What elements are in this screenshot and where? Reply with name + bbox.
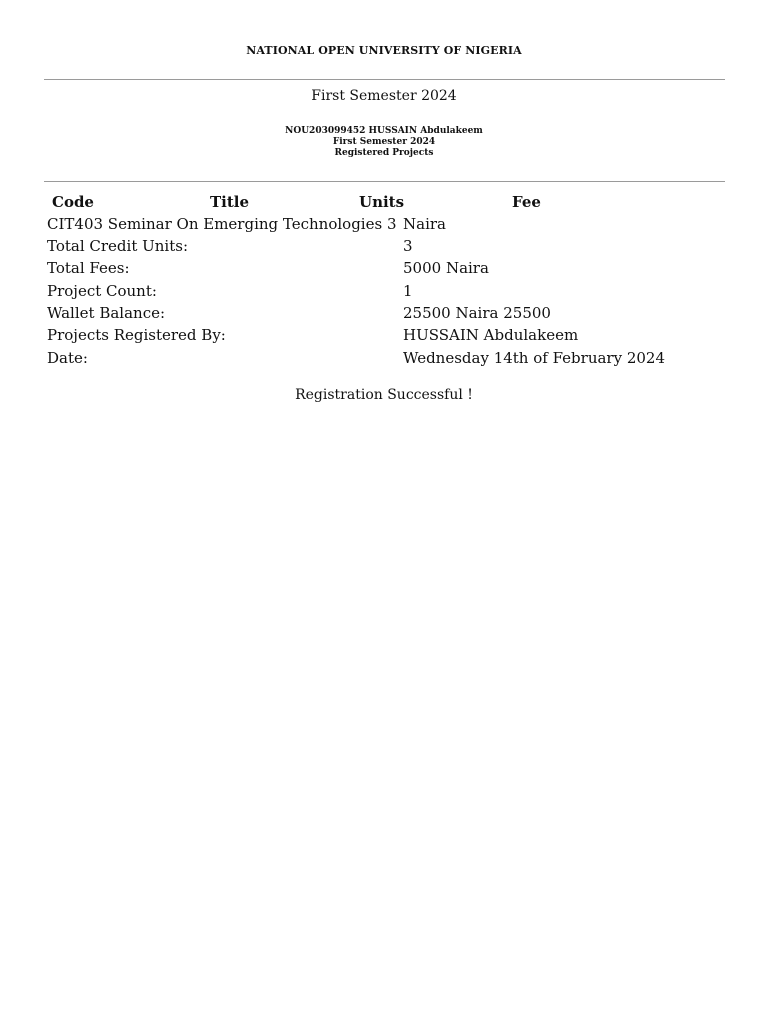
summary-label: Project Count: (47, 282, 157, 300)
summary-row-registered-by (47, 326, 727, 348)
column-header-fee: Fee (512, 193, 541, 211)
summary-row-total-credit-units (47, 237, 727, 259)
course-fee: Naira (403, 215, 446, 233)
table-row (47, 215, 727, 237)
registration-status-message: Registration Successful ! (295, 387, 473, 403)
top-divider (44, 79, 725, 80)
institution-title: NATIONAL OPEN UNIVERSITY OF NIGERIA (246, 44, 522, 57)
student-id-name: NOU203099452 HUSSAIN Abdulakeem (285, 126, 483, 136)
student-info-block (0, 126, 768, 159)
summary-label: Total Credit Units: (47, 237, 189, 255)
column-header-units: Units (359, 193, 405, 211)
summary-value: 3 (403, 237, 413, 255)
course-entry: CIT403 Seminar On Emerging Technologies 3 (47, 215, 397, 233)
summary-label: Projects Registered By: (47, 326, 226, 344)
summary-label: Total Fees: (47, 259, 130, 277)
column-header-title: Title (210, 193, 250, 211)
semester-heading: First Semester 2024 (311, 88, 457, 104)
summary-row-wallet-balance (47, 304, 727, 326)
summary-value: 1 (403, 282, 413, 300)
table-divider (44, 181, 725, 182)
column-header-code: Code (52, 193, 94, 211)
summary-row-project-count (47, 282, 727, 304)
summary-label: Wallet Balance: (47, 304, 166, 322)
summary-label: Date: (47, 349, 88, 367)
summary-value: HUSSAIN Abdulakeem (403, 326, 579, 344)
summary-value: Wednesday 14th of February 2024 (403, 349, 666, 367)
summary-row-total-fees (47, 259, 727, 281)
registered-projects-caption: Registered Projects (334, 148, 434, 158)
summary-row-date (47, 349, 727, 371)
summary-value: 5000 Naira (403, 259, 489, 277)
student-semester: First Semester 2024 (332, 137, 436, 147)
summary-value: 25500 Naira 25500 (403, 304, 551, 322)
